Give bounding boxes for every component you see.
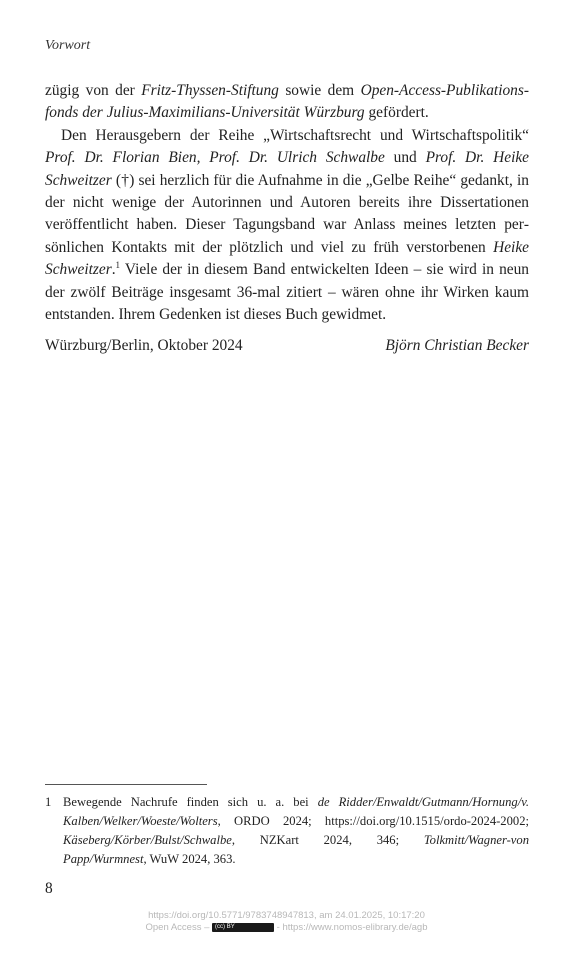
p1-italic-1: Fritz-Thyssen-Stiftung [141,82,279,99]
paragraph-2 [45,125,529,327]
p2-italic-3: Heike Schweitzer [45,238,529,279]
fn-italic-1: de Ridder/Enwaldt/Gutmann/Hornung/v. Kalben/Welker/Woeste/Wolters [63,795,529,828]
p2-text-3: (†) sei herzlich für die Aufnahme in die „Gelbe Reihe“ gedankt, in der nicht wenige der Autorinnen und Autoren bereits ihre Dissertationen veröffentlicht haben. Dieser Tagungsband war Anlass meines letzten persönlichen Kontakts mit der plötzlich und viel zu früh verstorbenen [45,171,529,256]
place-date: Würzburg/Berlin, Oktober 2024 [45,337,243,354]
p2-italic-2: Prof. Dr. Heike Schweitzer [45,149,530,189]
watermark-suffix: - https://www.nomos-elibrary.de/agb [274,922,428,933]
watermark-doi-line: https://doi.org/10.5771/9783748947813, am 24.01.2025, 10:17:20 [148,910,425,921]
p2-text-5: Viele der in diesem Band entwickelten Ideen – sie wird in neun der zwölf Beiträge insgesamt 36-mal zitiert – wären ohne ihr Wirken kaum entstanden. Ihrem Gedenken ist dieses Buch gewidmet. [45,261,529,324]
cc-by-license-icon: (cc) BY [212,923,274,932]
p1-text-1: zügig von der [45,82,142,99]
paragraph-1 [45,80,529,125]
p2-text-4: . [111,261,116,279]
author-name: Björn Christian Becker [385,337,529,354]
body-text [45,80,529,326]
footnote [45,793,529,869]
fn-italic-2: Käseberg/Körber/Bulst/Schwalbe [63,833,232,847]
p2-text-1: Den Herausgebern der Reihe „Wirtschaftsrecht und Wirtschaftspolitik“ [61,126,529,144]
fn-italic-3: Tolkmitt/Wagner-von Papp/Wurmnest [63,833,529,866]
p1-text-2: sowie dem [278,82,361,99]
fn-text-4: , WuW 2024, 363. [143,852,236,866]
footnote-number: 1 [45,795,52,809]
p1-text-3: gefördert. [364,104,429,122]
fn-text-1: Bewegende Nachrufe finden sich u. a. bei [63,795,318,809]
watermark-prefix: Open Access – [145,922,213,933]
watermark-license-line [0,922,573,933]
fn-text-2: , ORDO 2024; https://doi.org/10.1515/ordo-2024-2002; [217,814,529,828]
footnote-divider [45,784,207,785]
footnote-text [63,793,529,869]
p1-italic-2: Open-Access-Publikationsfonds der Julius-Maximilians-Universität Würzburg [45,82,529,122]
page-number: 8 [45,880,53,897]
p2-text-2: und [384,149,426,167]
signoff [45,337,529,355]
footnote-reference[interactable]: 1 [115,260,121,271]
running-head: Vorwort [45,38,91,53]
p2-italic-1: Prof. Dr. Florian Bien, Prof. Dr. Ulrich Schwalbe [45,149,385,167]
fn-text-3: , NZKart 2024, 346; [231,833,424,847]
